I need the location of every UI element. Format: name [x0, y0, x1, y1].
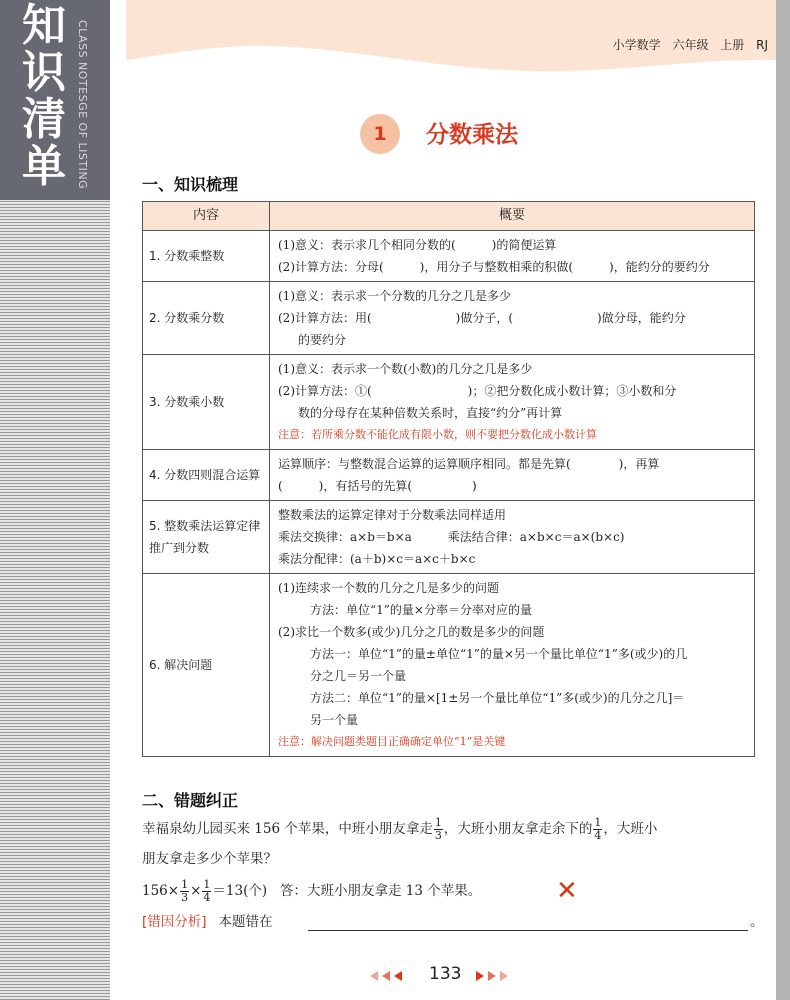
error-analysis [142, 909, 762, 935]
lesson-number-badge: 1 [360, 114, 400, 154]
answer-result: ＝13(个) [212, 883, 268, 899]
summary-line: 乘法交换律：a×b＝b×a 乘法结合律：a×b×c＝a×(b×c) [278, 530, 625, 544]
summary-line: 另一个量 [310, 713, 359, 727]
summary-line: (2)求比一个数多(或少)几分之几的数是多少的问题 [278, 625, 545, 639]
summary-line: (1)连续求一个数的几分之几是多少的问题 [278, 581, 499, 595]
table-header-content: 内容 [143, 202, 270, 231]
fraction-numerator: 1 [181, 878, 189, 891]
fraction [180, 879, 189, 904]
fraction-denominator: 3 [434, 829, 442, 842]
summary-line: (1)意义：表示求一个分数的几分之几是多少 [278, 289, 511, 303]
sidebar-title-block [0, 0, 110, 200]
fraction-denominator: 4 [203, 891, 211, 904]
problem-text [142, 814, 762, 874]
summary-line: (2)计算方法：分母( )，用分子与整数相乘的积做( )，能约分的要约分 [278, 260, 710, 274]
row-topic: 4. 分数四则混合运算 [143, 450, 270, 501]
analysis-answer-blank[interactable] [308, 930, 748, 931]
summary-line: 数的分母存在某种倍数关系时，直接“约分”再计算 [298, 406, 563, 420]
fraction-denominator: 3 [181, 891, 189, 904]
summary-line: 整数乘法的运算定律对于分数乘法同样适用 [278, 508, 507, 522]
answer-part: × [190, 883, 202, 899]
page-edge-strip [776, 0, 790, 1000]
page-number: 133 [429, 964, 462, 984]
table-header-row [143, 202, 755, 231]
sidebar-title-char: 清 [22, 94, 66, 145]
table-row [143, 282, 755, 355]
summary-line: 方法：单位“1”的量×分率＝分率对应的量 [310, 603, 532, 617]
problem-part: 幸福泉幼儿园买来 156 个苹果，中班小朋友拿走 [142, 821, 433, 837]
arrow-left-icon [370, 971, 378, 981]
sidebar-english-text: CLASS NOTESGE OF LISTING [76, 20, 89, 190]
arrow-right-icon [476, 971, 484, 981]
knowledge-table [142, 201, 755, 757]
section-title-errors: 二、错题纠正 [142, 791, 239, 810]
summary-note: 注意：若所乘分数不能化成有限小数，则不要把分数化成小数计算 [278, 428, 597, 441]
summary-line: 分之几＝另一个量 [310, 669, 407, 683]
section-title-knowledge: 一、知识梳理 [142, 175, 239, 194]
table-row [143, 501, 755, 574]
analysis-text: 本题错在 [218, 914, 273, 930]
row-summary [270, 450, 755, 501]
problem-part: ，大班小朋友拿走余下的 [443, 821, 593, 837]
summary-line: ( )，有括号的先算( ) [278, 479, 477, 493]
row-summary [270, 501, 755, 574]
table-row [143, 450, 755, 501]
arrow-left-icon [382, 971, 390, 981]
page-footer [370, 962, 520, 990]
row-summary [270, 355, 755, 450]
row-summary [270, 282, 755, 355]
sidebar-title [22, 2, 72, 190]
row-topic: 1. 分数乘整数 [143, 231, 270, 282]
row-topic: 3. 分数乘小数 [143, 355, 270, 450]
fraction [202, 879, 211, 904]
sidebar-title-char: 知 [22, 0, 66, 51]
wrong-answer [142, 876, 481, 906]
analysis-tag: [错因分析] [142, 914, 207, 930]
summary-line: 运算顺序：与整数混合运算的运算顺序相同。都是先算( )，再算 [278, 457, 660, 471]
row-topic: 6. 解决问题 [143, 574, 270, 757]
summary-line: (1)意义：表示求几个相同分数的( )的简便运算 [278, 238, 557, 252]
row-topic: 2. 分数乘分数 [143, 282, 270, 355]
table-header-summary: 概要 [270, 202, 755, 231]
fraction [593, 817, 602, 842]
summary-note: 注意：解决问题类题目正确确定单位“1”是关键 [278, 735, 506, 748]
summary-line: (2)计算方法：①( )；②把分数化成小数计算；③小数和分 [278, 384, 677, 398]
row-summary [270, 231, 755, 282]
lesson-title-text: 分数乘法 [426, 122, 518, 148]
answer-statement: 答：大班小朋友拿走 13 个苹果。 [280, 883, 482, 899]
sidebar-title-char: 识 [22, 47, 66, 98]
summary-line: 的要约分 [298, 333, 347, 347]
row-summary [270, 574, 755, 757]
table-row [143, 574, 755, 757]
summary-line: (2)计算方法：用( )做分子，( )做分母，能约分 [278, 311, 686, 325]
fraction-denominator: 4 [594, 829, 602, 842]
arrow-right-icon [500, 971, 508, 981]
table-row [143, 355, 755, 450]
problem-part: 朋友拿走多少个苹果？ [142, 851, 277, 867]
sidebar-title-char: 单 [22, 141, 66, 192]
summary-line: 乘法分配律：(a＋b)×c＝a×c＋b×c [278, 552, 476, 566]
row-topic: 5. 整数乘法运算定律推广到分数 [143, 501, 270, 574]
analysis-period: 。 [750, 914, 764, 930]
fraction-numerator: 1 [594, 816, 602, 829]
header-book-info: 小学数学 六年级 上册 RJ [612, 38, 768, 52]
table-row [143, 231, 755, 282]
summary-line: 方法二：单位“1”的量×[1±另一个量比单位“1”多(或少)的几分之几]＝ [310, 691, 685, 705]
summary-line: 方法一：单位“1”的量±单位“1”的量×另一个量比单位“1”多(或少)的几 [310, 647, 688, 661]
summary-line: (1)意义：表示求一个数(小数)的几分之几是多少 [278, 362, 533, 376]
arrow-right-icon [488, 971, 496, 981]
fraction-numerator: 1 [203, 878, 211, 891]
fraction-numerator: 1 [434, 816, 442, 829]
page-gutter [110, 0, 126, 1000]
arrow-left-icon [394, 971, 402, 981]
answer-part: 156× [142, 883, 180, 899]
fraction [434, 817, 443, 842]
problem-part: ，大班小 [603, 821, 658, 837]
wrong-mark-icon: ✕ [556, 876, 578, 906]
